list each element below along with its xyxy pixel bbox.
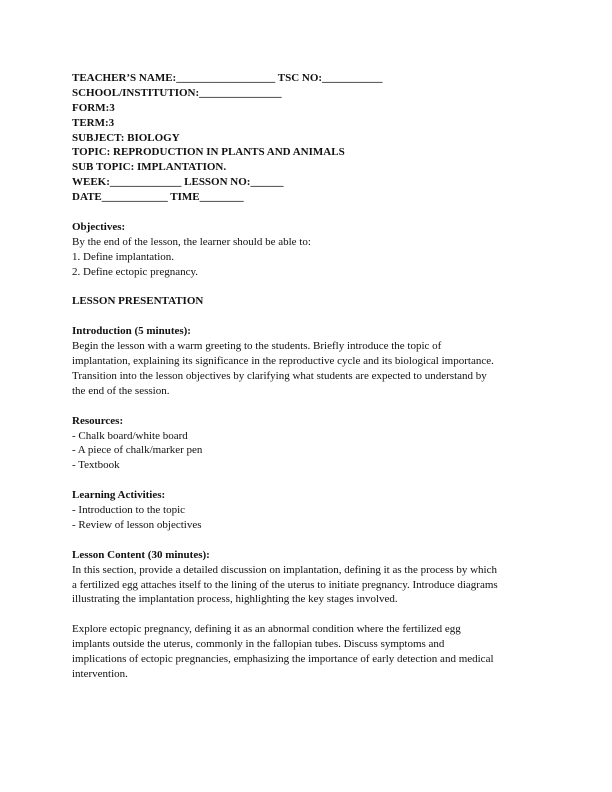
objectives-section	[72, 220, 542, 280]
lesson-content-line: intervention.	[72, 668, 128, 680]
introduction-line: implantation, explaining its significance in the reproductive cycle and its biological importance.	[72, 355, 494, 368]
week-line: WEEK:_____________ LESSON NO:______	[72, 176, 284, 189]
teacher-name-line: TEACHER’S NAME:__________________ TSC NO:___________	[72, 72, 383, 84]
objectives-intro: By the end of the lesson, the learner should be able to:	[72, 235, 311, 248]
objective-item: 1. Define implantation.	[72, 250, 175, 263]
subject-line: SUBJECT: BIOLOGY	[72, 131, 180, 144]
learning-activity-item: - Review of lesson objectives	[72, 518, 202, 531]
objectives-heading: Objectives:	[72, 220, 126, 233]
document-page	[72, 71, 542, 682]
subtopic-line: SUB TOPIC: IMPLANTATION.	[72, 161, 227, 174]
resource-item: - A piece of chalk/marker pen	[72, 444, 203, 457]
date-line: DATE____________ TIME________	[72, 191, 244, 204]
lesson-presentation-heading: LESSON PRESENTATION	[72, 295, 204, 308]
learning-activity-item: - Introduction to the topic	[72, 504, 186, 517]
topic-line: TOPIC: REPRODUCTION IN PLANTS AND ANIMALS	[72, 146, 345, 159]
header-block	[72, 71, 542, 205]
lesson-content-line: implications of ectopic pregnancies, emphasizing the importance of early detection and medical	[72, 653, 494, 666]
learning-activities-heading: Learning Activities:	[72, 489, 166, 502]
resource-item: - Textbook	[72, 459, 120, 472]
learning-activities-section	[72, 488, 542, 533]
resources-heading: Resources:	[72, 414, 124, 427]
objective-item: 2. Define ectopic pregnancy.	[72, 265, 199, 278]
lesson-content-line: implants outside the uterus, commonly in the fallopian tubes. Discuss symptoms and	[72, 638, 445, 651]
lesson-content-line: In this section, provide a detailed discussion on implantation, defining it as the process by which	[72, 563, 497, 576]
lesson-content-section	[72, 548, 542, 682]
introduction-line: the end of the session.	[72, 384, 170, 397]
introduction-section	[72, 324, 542, 399]
term-line: TERM:3	[72, 116, 115, 129]
introduction-heading: Introduction (5 minutes):	[72, 325, 191, 338]
resources-section	[72, 414, 542, 474]
introduction-line: Transition into the lesson objectives by clarifying what students are expected to understand by	[72, 369, 487, 382]
resource-item: - Chalk board/white board	[72, 429, 188, 442]
school-line: SCHOOL/INSTITUTION:_______________	[72, 86, 282, 99]
lesson-content-line: illustrating the implantation process, highlighting the key stages involved.	[72, 593, 398, 606]
introduction-line: Begin the lesson with a warm greeting to the students. Briefly introduce the topic of	[72, 340, 442, 353]
lesson-content-line: Explore ectopic pregnancy, defining it as an abnormal condition where the fertilized egg	[72, 623, 461, 636]
form-line: FORM:3	[72, 101, 115, 114]
lesson-content-line: a fertilized egg attaches itself to the lining of the uterus to initiate pregnancy. Introduce diagrams	[72, 578, 498, 591]
lesson-content-heading: Lesson Content (30 minutes):	[72, 548, 210, 561]
